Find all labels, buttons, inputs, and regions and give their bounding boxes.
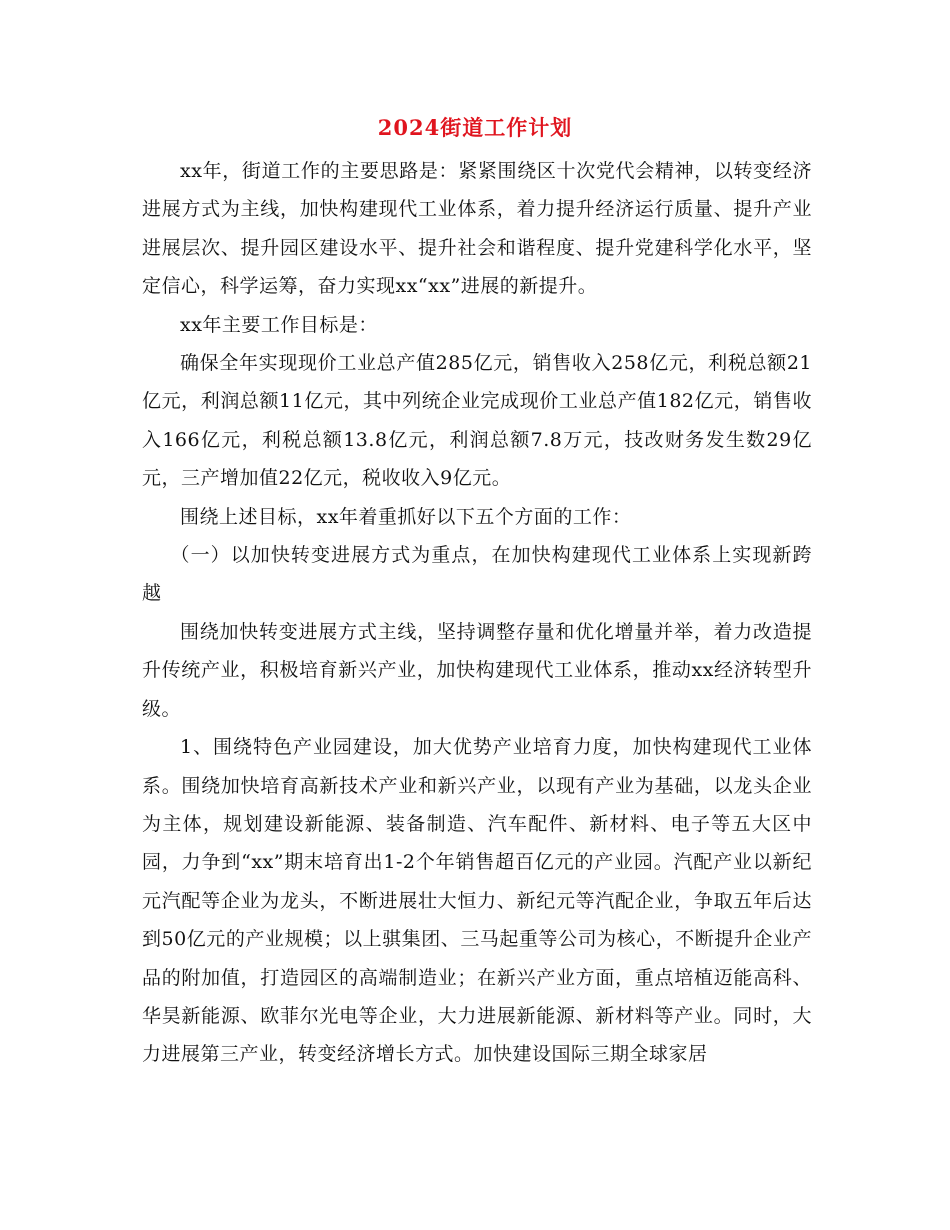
document-title: 2024街道工作计划 — [377, 115, 573, 140]
paragraph-five-aspects: 围绕上述目标，xx年着重抓好以下五个方面的工作： — [180, 505, 632, 528]
document-body — [142, 152, 812, 1074]
paragraph-industrial-park: 1、围绕特色产业园建设，加大优势产业培育力度，加快构建现代工业体系。围绕加快培育高新技术产业和新兴产业，以现有产业为基础，以龙头企业为主体，规划建设新能源、装备制造、汽车配件、新材料、电子等五大区中园，力争到“xx”期末培育出1-2个年销售超百亿元的产业园。汽配产业以新纪元汽配等企业为龙头，不断进展壮大恒力、新纪元等汽配企业，争取五年后达到50亿元的产业规模；以上骐集团、三马起重等公司为核心，不断提升企业产品的附加值，打造园区的高端制造业；在新兴产业方面，重点培植迈能高科、华昊新能源、欧菲尔光电等企业，大力进展新能源、新材料等产业。同时，大力进展第三产业，转变经济增长方式。加快建设国际三期全球家居 — [142, 736, 812, 1066]
paragraph-goals-intro: xx年主要工作目标是： — [180, 313, 378, 336]
paragraph-main-idea: xx年，街道工作的主要思路是：紧紧围绕区十次党代会精神，以转变经济进展方式为主线，加快构建现代工业体系，着力提升经济运行质量、提升产业进展层次、提升园区建设水平、提升社会和谐程度、提升党建科学化水平，坚定信心，科学运筹，奋力实现xx“xx”进展的新提升。 — [142, 160, 812, 298]
section-heading-1: （一）以加快转变进展方式为重点，在加快构建现代工业体系上实现新跨越 — [142, 544, 812, 605]
paragraph-goals-figures: 确保全年实现现价工业总产值285亿元，销售收入258亿元，利税总额21亿元，利润总额11亿元，其中列统企业完成现价工业总产值182亿元，销售收入166亿元，利税总额13.8亿元，利润总额7.8万元，技改财务发生数29亿元，三产增加值22亿元，税收收入9亿元。 — [142, 352, 812, 490]
paragraph-transformation: 围绕加快转变进展方式主线，坚持调整存量和优化增量并举，着力改造提升传统产业，积极培育新兴产业，加快构建现代工业体系，推动xx经济转型升级。 — [142, 620, 812, 720]
